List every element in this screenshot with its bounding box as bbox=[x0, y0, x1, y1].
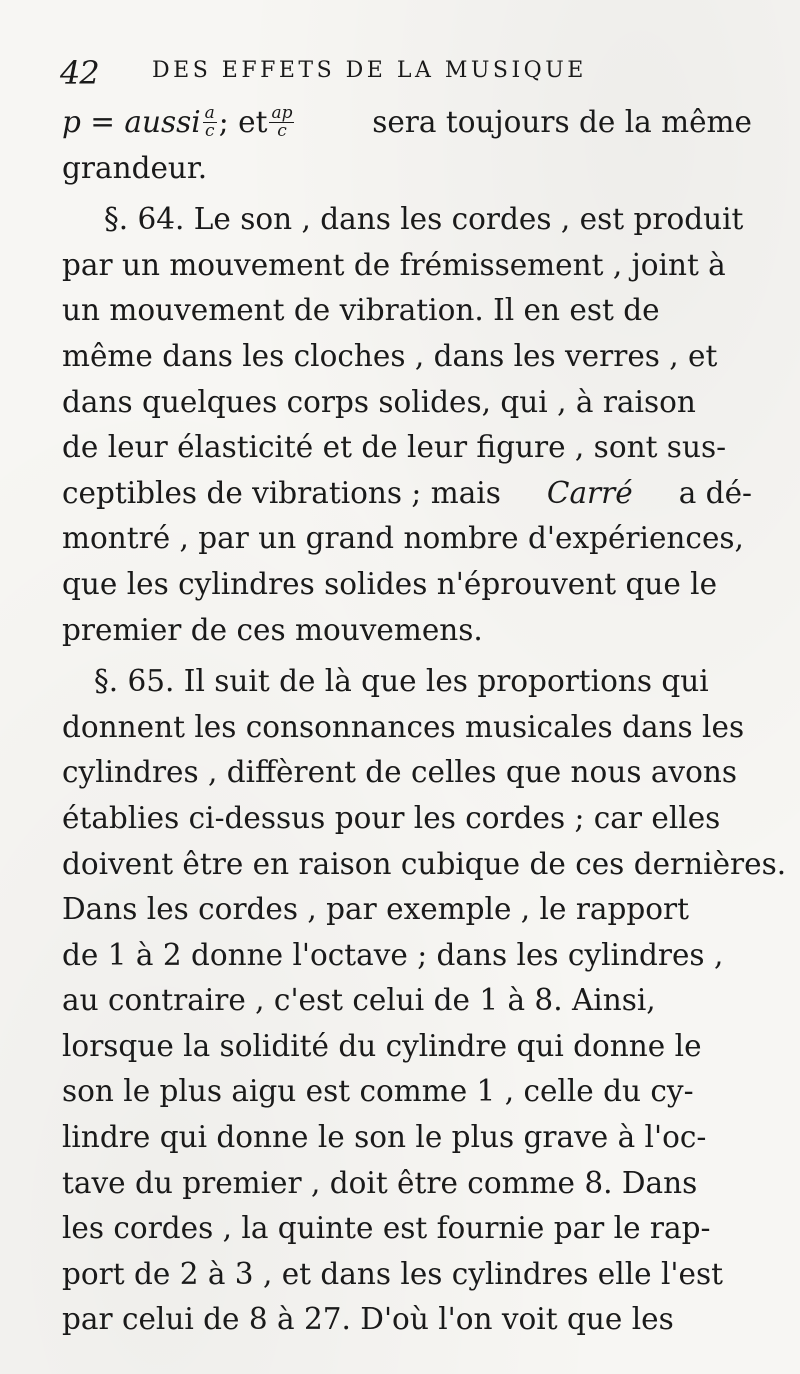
text-line-content: les cordes , la quinte est fournie par le rap- bbox=[62, 1211, 711, 1246]
formula-p-equals: p = aussi bbox=[62, 105, 201, 139]
text-line-content: port de 2 à 3 , et dans les cylindres elle l'est bbox=[62, 1256, 723, 1291]
formula-conjunction: ; et bbox=[218, 105, 268, 139]
paragraph-65-line bbox=[62, 705, 752, 751]
paragraph-64-line bbox=[62, 197, 752, 243]
text-line-content: Dans les cordes , par exemple , le rapport bbox=[62, 892, 689, 927]
paragraph-65-line bbox=[62, 1252, 752, 1298]
paragraph-65-line bbox=[62, 887, 752, 933]
paragraph-65-line bbox=[62, 659, 752, 705]
text-line-content: que les cylindres solides n'éprouvent que le bbox=[62, 566, 718, 601]
text-line-content: par un mouvement de frémissement , joint à bbox=[62, 247, 726, 282]
formula-segment bbox=[62, 100, 296, 146]
fraction-denominator: c bbox=[204, 121, 215, 142]
fraction-numerator: ap bbox=[271, 103, 293, 124]
text-line-content: lindre qui donne le son le plus grave à l'oc- bbox=[62, 1120, 707, 1155]
text-line-content: lorsque la solidité du cylindre qui donne le bbox=[62, 1028, 702, 1063]
text-line-content: premier de ces mouvemens. bbox=[62, 612, 483, 647]
paragraph-65-line bbox=[62, 1024, 752, 1070]
text-line-content: montré , par un grand nombre d'expériences, bbox=[62, 521, 744, 556]
paragraph-64-line bbox=[62, 608, 752, 654]
text-line-content: ceptibles de vibrations ; mais bbox=[62, 475, 501, 510]
paragraph-65-line bbox=[62, 1161, 752, 1207]
page-header bbox=[60, 50, 760, 94]
text-line-content: par celui de 8 à 27. D'où l'on voit que les bbox=[62, 1302, 674, 1337]
text-line-content: §. 64. Le son , dans les cordes , est produit bbox=[104, 202, 744, 237]
paragraph-64-line bbox=[62, 425, 752, 471]
fraction-a-over-c bbox=[203, 105, 217, 140]
paragraph-65-line bbox=[62, 750, 752, 796]
paragraph-65-line bbox=[62, 1069, 752, 1115]
paragraph-64-line bbox=[62, 562, 752, 608]
paragraph-65-line bbox=[62, 1115, 752, 1161]
text-line-content: de 1 à 2 donne l'octave ; dans les cylindres , bbox=[62, 937, 724, 972]
text-line-content: son le plus aigu est comme 1 , celle du cy- bbox=[62, 1074, 694, 1109]
fraction-numerator: a bbox=[204, 103, 215, 124]
text-line bbox=[62, 146, 752, 192]
paragraph-64-line bbox=[62, 380, 752, 426]
paragraph-65-line bbox=[62, 1206, 752, 1252]
text-line-content: a dé- bbox=[678, 475, 752, 510]
text-line-content: dans quelques corps solides, qui , à raison bbox=[62, 384, 696, 419]
text-line-content: grandeur. bbox=[62, 150, 208, 185]
body-text bbox=[62, 100, 787, 1343]
text-line-content: même dans les cloches , dans les verres , et bbox=[62, 338, 718, 373]
text-line-content: doivent être en raison cubique de ces dernières. bbox=[62, 846, 787, 881]
paragraph-65-line bbox=[62, 796, 752, 842]
text-line-content: un mouvement de vibration. Il en est de bbox=[62, 293, 660, 328]
paragraph-65-line bbox=[62, 1297, 752, 1343]
paragraph-65-line bbox=[62, 933, 752, 979]
text-line-content: au contraire , c'est celui de 1 à 8. Ainsi, bbox=[62, 983, 656, 1018]
text-line-content: cylindres , diffèrent de celles que nous avons bbox=[62, 755, 737, 790]
paragraph-64-line bbox=[62, 516, 752, 562]
text-line-content: tave du premier , doit être comme 8. Dans bbox=[62, 1165, 698, 1200]
text-line-content: établies ci-dessus pour les cordes ; car elles bbox=[62, 800, 721, 835]
paragraph-65-line bbox=[62, 842, 787, 888]
text-line-formula bbox=[62, 100, 752, 146]
text-line-content: §. 65. Il suit de là que les proportions qui bbox=[94, 664, 709, 699]
fraction-ap-over-c bbox=[269, 105, 294, 140]
fraction-denominator: c bbox=[277, 121, 287, 142]
formula-rest: sera toujours de la même bbox=[372, 105, 752, 139]
author-name-carre: Carré bbox=[546, 475, 633, 510]
paragraph-65-line bbox=[62, 978, 752, 1024]
running-head: DES EFFETS DE LA MUSIQUE bbox=[152, 58, 587, 83]
paragraph-64-line bbox=[62, 471, 752, 517]
page-number: 42 bbox=[60, 54, 99, 92]
paragraph-64-line bbox=[62, 288, 752, 334]
paragraph-64-line bbox=[62, 243, 752, 289]
paragraph-64-line bbox=[62, 334, 752, 380]
text-line-content: de leur élasticité et de leur figure , sont sus- bbox=[62, 430, 727, 465]
text-line-content: donnent les consonnances musicales dans les bbox=[62, 709, 745, 744]
